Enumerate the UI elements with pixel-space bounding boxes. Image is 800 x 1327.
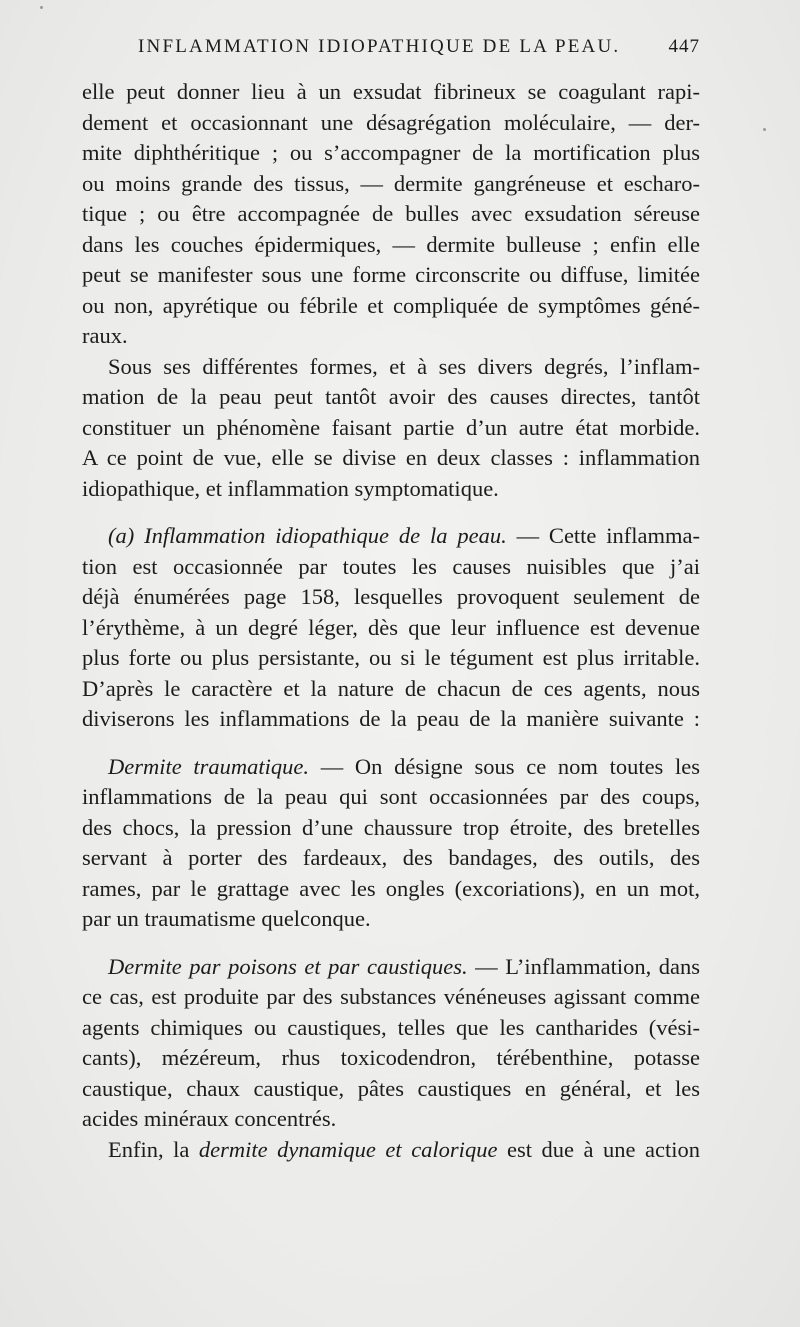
text-line: [82, 1135, 700, 1166]
text-line: déjà énumérées page 158, lesquelles provoquent seulement de: [82, 584, 700, 609]
section-idiopathic-inflammation: [82, 521, 700, 735]
section-traumatic-dermatitis: [82, 752, 700, 935]
text-line: ce cas, est produite par des substances vénéneuses agissant comme: [82, 984, 700, 1009]
text-line: par un traumatisme quelconque.: [82, 906, 371, 931]
text-line: idiopathique, et inflammation symptomatique.: [82, 475, 499, 501]
text-line: D’après le caractère et la nature de chacun de ces agents, nous: [82, 675, 700, 701]
section-heading-line: [82, 752, 700, 783]
section-heading-rest: — L’inflammation, dans: [475, 953, 700, 979]
text-line: raux.: [82, 323, 128, 348]
page-number: 447: [668, 36, 700, 57]
text-line: dement et occasionnant une désagrégation moléculaire, — der-: [82, 109, 700, 135]
text-line: ou moins grande des tissus, — dermite gangréneuse et escharo-: [82, 170, 700, 196]
section-title: Dermite par poisons et par caustiques.: [108, 953, 468, 979]
text-line: dans les couches épidermiques, — dermite bulleuse ; enfin elle: [82, 231, 700, 257]
section-heading-rest: — On désigne sous ce nom toutes les: [320, 753, 700, 779]
text-fragment: est due à une action: [506, 1136, 700, 1162]
text-line: agents chimiques ou caustiques, telles que les cantharides (vési-: [82, 1014, 700, 1040]
text-line: elle peut donner lieu à un exsudat fibrineux se coagulant rapi-: [82, 79, 700, 104]
running-title: INFLAMMATION IDIOPATHIQUE DE LA PEAU.: [138, 36, 621, 57]
section-label: (a): [108, 523, 135, 548]
paper-speck: [40, 6, 43, 9]
text-line: rames, par le grattage avec les ongles (excoriations), en un mot,: [82, 875, 700, 901]
section-title: Inflammation idiopathique de la peau.: [144, 523, 507, 548]
text-fragment: Enfin, la: [108, 1136, 190, 1162]
section-heading-rest: — Cette inflamma-: [516, 523, 700, 548]
text-line: servant à porter des fardeaux, des bandages, des outils, des: [82, 845, 700, 870]
section-poison-dermatitis: [82, 952, 700, 1135]
text-line: peut se manifester sous une forme circonscrite ou diffuse, limitée: [82, 262, 700, 287]
text-line: tion est occasionnée par toutes les causes nuisibles que j’ai: [82, 553, 700, 579]
paragraph-dynamic-dermatitis: [82, 1135, 700, 1166]
text-line: constituer un phénomène faisant partie d’un autre état morbide.: [82, 414, 700, 440]
text-line: mation de la peau peut tantôt avoir des causes directes, tantôt: [82, 384, 700, 409]
text-line: l’érythème, à un degré léger, dès que leur influence est devenue: [82, 614, 700, 640]
text-line: caustique, chaux caustique, pâtes caustiques en général, et les: [82, 1075, 700, 1101]
text-line: diviserons les inflammations de la peau de la manière suivante :: [82, 706, 700, 731]
text-line: plus forte ou plus persistante, ou si le tégument est plus irritable.: [82, 645, 700, 670]
section-title: Dermite traumatique.: [108, 753, 310, 779]
italic-term: dermite dynamique et calorique: [198, 1136, 498, 1162]
text-line: Sous ses différentes formes, et à ses divers degrés, l’inflam-: [108, 353, 700, 379]
paper-speck: [763, 128, 766, 131]
text-line: cants), mézéreum, rhus toxicodendron, térébenthine, potasse: [82, 1045, 700, 1070]
body-text: [82, 77, 700, 1165]
text-line: inflammations de la peau qui sont occasionnées par des coups,: [82, 784, 700, 809]
section-heading-line: [82, 952, 700, 983]
text-line: A ce point de vue, elle se divise en deux classes : inflammation: [82, 445, 700, 470]
text-line: mite diphthéritique ; ou s’accompagner de la mortification plus: [82, 140, 700, 165]
text-line: tique ; ou être accompagnée de bulles avec exsudation séreuse: [82, 201, 700, 226]
text-line: des chocs, la pression d’une chaussure trop étroite, des bretelles: [82, 814, 700, 840]
text-line: acides minéraux concentrés.: [82, 1106, 337, 1131]
paragraph-classification: [82, 352, 700, 505]
paragraph-continuation: [82, 77, 700, 352]
section-heading-line: [82, 521, 700, 552]
text-line: ou non, apyrétique ou fébrile et compliquée de symptômes géné-: [82, 292, 700, 318]
running-header: [82, 36, 700, 66]
